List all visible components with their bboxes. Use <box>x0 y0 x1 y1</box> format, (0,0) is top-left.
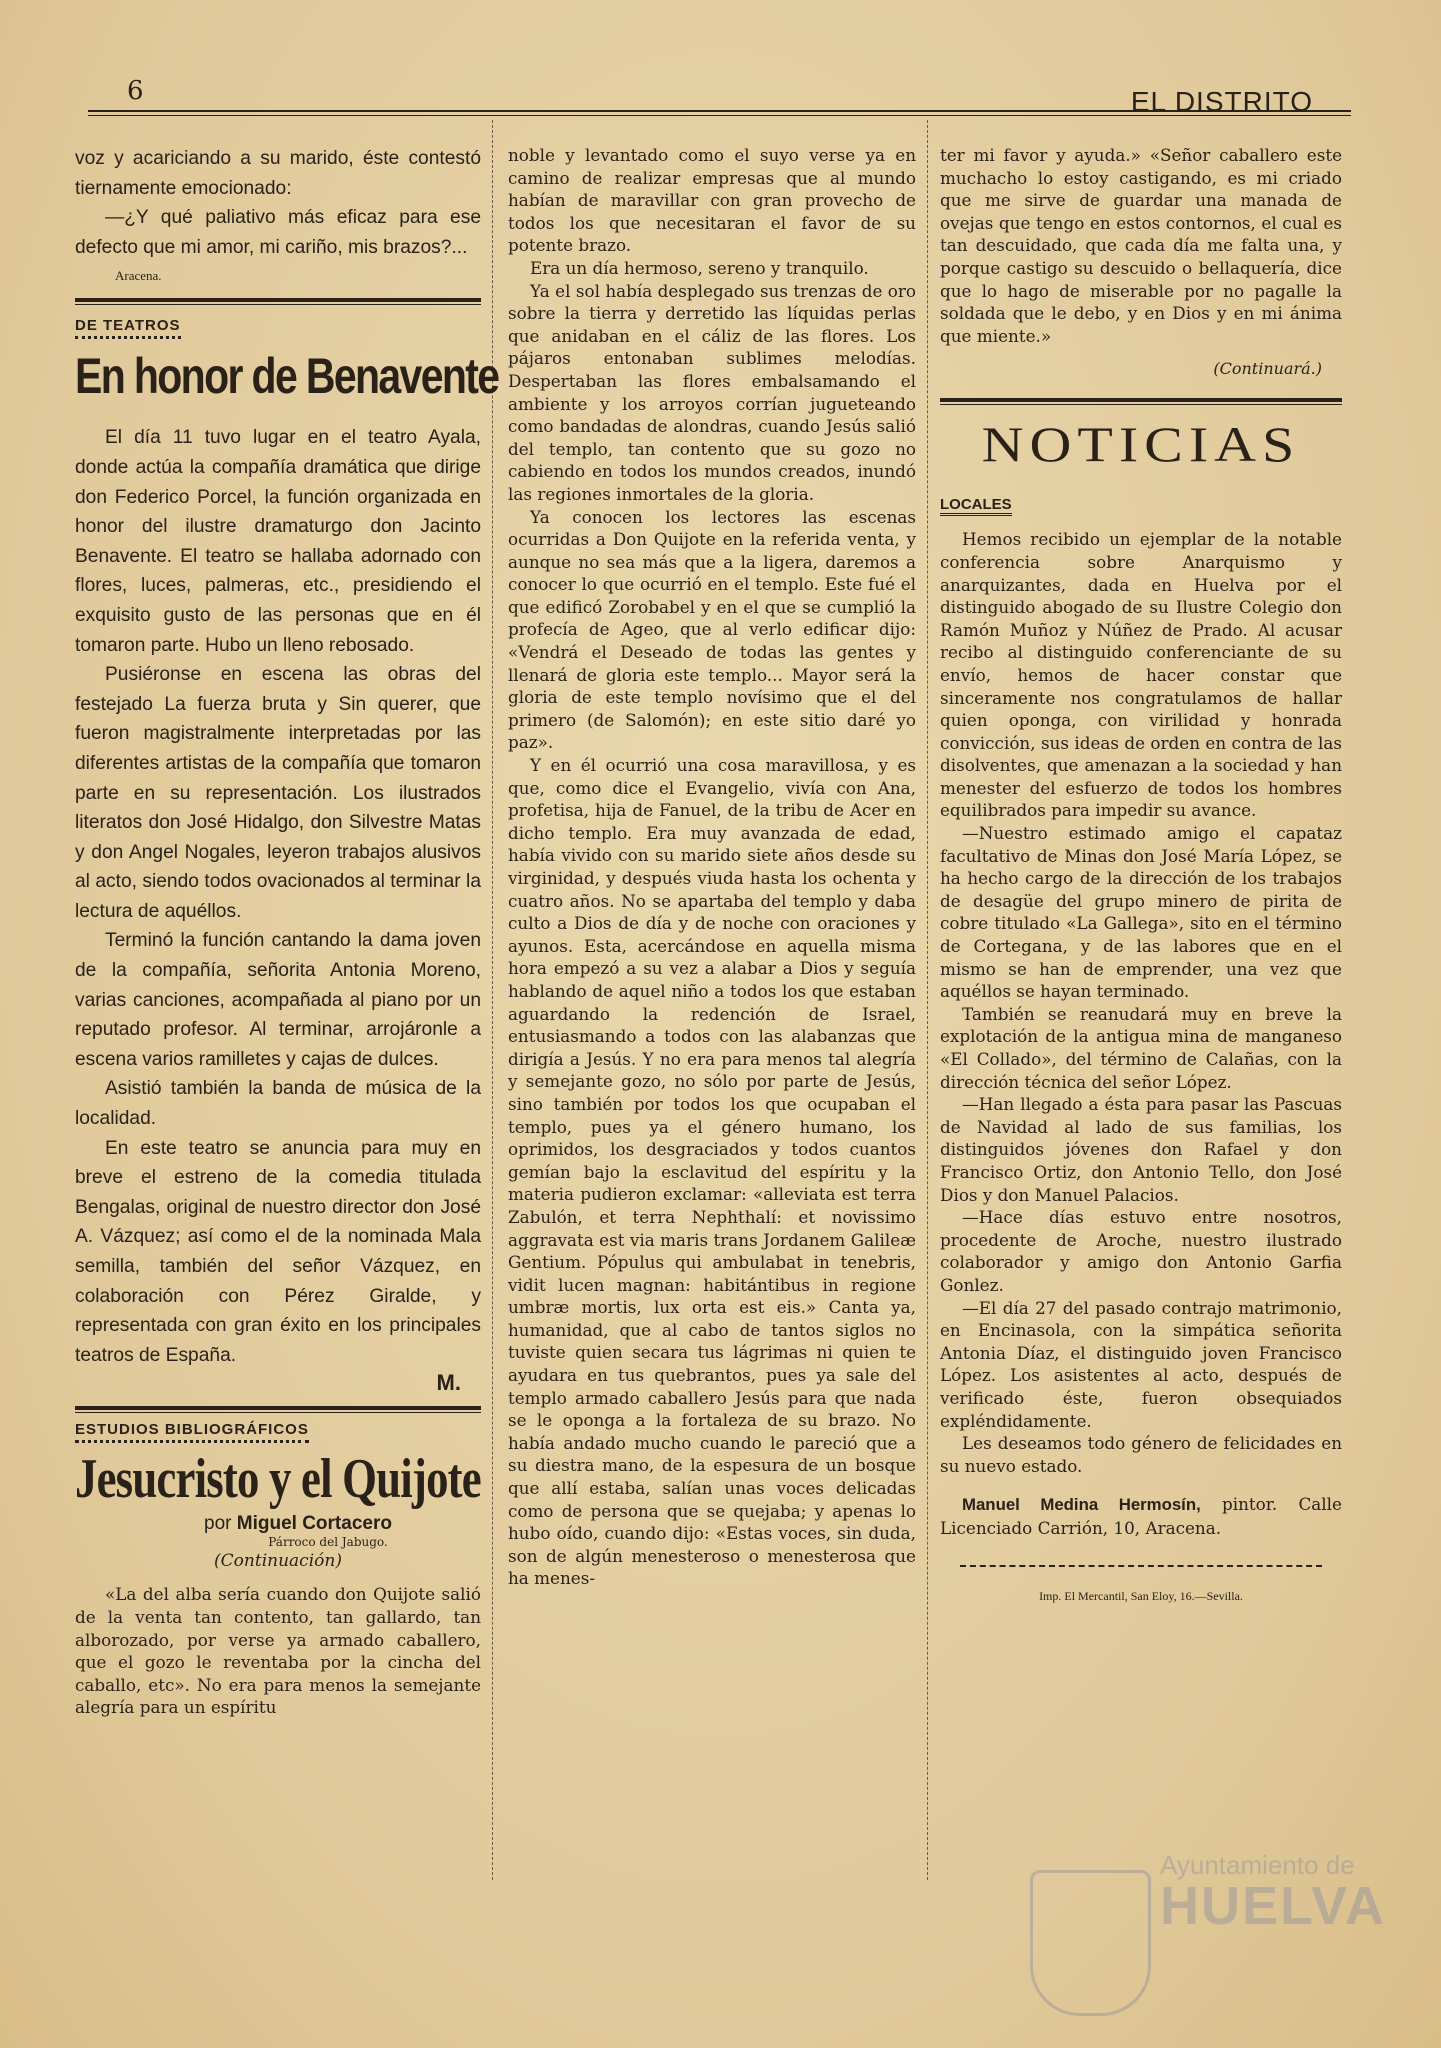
imprint: Imp. El Mercantil, San Eloy, 16.—Sevilla. <box>1039 1589 1243 1604</box>
article-paragraph: Ya el sol había desplegado sus trenzas de oro sobre la tierra y derretido las líquidas perlas que anidaban en el cáliz de las flores. Los pájaros entonaban sublimes melodías. Despertaban las flores embalsamando el ambiente y los arroyos corrían jugueteando como bandadas de alondras, cuando Jesús salió del templo, tan contento que su gozo no cabiendo en todos los mundos creados, inundó las regiones inmortales de la gloria. <box>508 280 916 504</box>
news-paragraph: —Nuestro estimado amigo el capataz facultativo de Minas don José María López, se ha hecho cargo de la dirección de los trabajos de desagüe del grupo minero de pirita de cobre titulado «La Gallega», sito en el término de Cortegana, y de las labores que en el mismo se han de emprender, una vez que aquéllos se hayan terminado. <box>940 823 1342 1002</box>
locales-label: LOCALES <box>940 496 1012 516</box>
news-paragraph: —El día 27 del pasado contrajo matrimonio, en Encinasola, con la simpática señorita Antonia Díaz, el distinguido joven Francisco López. Los asistentes al acto, después de verificado éste, fueron obsequiados expléndidamente. <box>940 1297 1342 1431</box>
news-paragraph: Hemos recibido un ejemplar de la notable conferencia sobre Anarquismo y anarquizantes, dada en Huelva por el distinguido abogado de su Ilustre Colegio don Ramón Muñoz y Núñez de Prado. Al acusar recibo al distinguido conferenciante de su envío, hemos de hacer constar que sinceramente nos congratulamos de hallar quien oponga, con virilidad y honrada convicción, sus ideas de orden en contra de las disolventes, que amenazan a la sociedad y han menester del esfuerzo de todos los hombres equilibrados para impedir su avance. <box>940 529 1342 821</box>
article-paragraph: Pusiéronse en escena las obras del festejado La fuerza bruta y Sin querer, que fueron magistralmente interpretadas por las diferentes artistas de la compañía que tomaron parte en su representación. Los ilustrados literatos don José Hidalgo, don Silvestre Matas y don Angel Nogales, leyeron trabajos alusivos al acto, siendo todos ovacionados al terminar la lectura de aquéllos. <box>75 664 481 922</box>
column-2 <box>508 144 916 1590</box>
continuara-label: (Continuará.) <box>1213 359 1322 379</box>
article-paragraph: Era un día hermoso, sereno y tranquilo. <box>530 257 869 278</box>
watermark <box>1030 1850 1386 1937</box>
column-3 <box>940 144 1342 1604</box>
news-paragraph: —Hace días estuvo entre nosotros, procedente de Aroche, nuestro ilustrado colaborador y amigo don Antonio Garfia Gonlez. <box>940 1207 1342 1295</box>
watermark-line1: Ayuntamiento de <box>1160 1850 1355 1880</box>
article-paragraph: Terminó la función cantando la dama joven de la compañía, señorita Antonia Moreno, varias canciones, acompañada al piano por un reputado profesor. Al terminar, arrojáronle a escena varios ramilletes y cajas de dulces. <box>75 930 481 1070</box>
article-paragraph: ter mi favor y ayuda.» «Señor caballero este muchacho lo estoy castigando, es mi criado que me sirve de guardar una manada de ovejas que tengo en estos contornos, el cual es tan descuidado, que cada día me falta una, y porque castigo su descuido o bellaquería, dice que lo hago de miserable por no pagalle la soldada que le debo, y en Dios y en mi ánima que miente.» <box>940 145 1342 346</box>
article-paragraph: noble y levantado como el suyo verse ya en camino de realizar empresas que al mundo habían de maravillar con gran provecho de todos los que necesitaran el favor de su potente brazo. <box>508 145 916 256</box>
news-paragraph: Les deseamos todo género de felicidades en su nuevo estado. <box>940 1433 1342 1476</box>
headline-quijote: Jesucristo y el Quijote <box>75 1448 481 1511</box>
intro-paragraph: voz y acariciando a su marido, éste contestó tiernamente emocionado: <box>75 148 481 199</box>
advertisement <box>940 1493 1342 1539</box>
watermark-line2: HUELVA <box>1160 1876 1386 1936</box>
article-paragraph: Ya conocen los lectores las escenas ocurridas a Don Quijote en la referida venta, y aunque no sea más que a la ligera, daremos a conocer lo que ocurrió en el templo. Este fué el que edificó Zorobabel y en el que se cumplió la profecía de Ageo, que al verlo edificar dijo: «Vendrá el Deseado de todas las gentes y llenará de gloria este templo... Mayor será la gloria de este templo novísimo que el del primero (de Salomón); en este sitio daré yo paz». <box>508 506 916 753</box>
ad-text: pintor. Calle Licenciado Carrión, 10, Aracena. <box>940 1494 1342 1538</box>
section-rule <box>940 398 1342 405</box>
header-rule <box>88 110 1351 112</box>
column-1 <box>75 144 499 1719</box>
section-rule <box>75 298 481 305</box>
section-label-teatros: DE TEATROS <box>75 317 181 339</box>
byline <box>115 1513 481 1535</box>
news-paragraph: También se reanudará muy en breve la explotación de la antigua mina de manganeso «El Collado», del término de Calañas, con la dirección técnica del señor López. <box>940 1003 1342 1092</box>
article-paragraph: «La del alba sería cuando don Quijote salió de la venta tan contento, tan gallardo, tan alborozado, por verse ya armado caballero, que el gozo le reventaba por la cincha del caballo, etc». No era para menos la semejante alegría para un espíritu <box>75 1584 481 1718</box>
separator-line <box>960 1565 1322 1567</box>
noticias-title: NOTICIAS <box>981 417 1301 473</box>
coat-of-arms-icon <box>1030 1870 1151 2016</box>
article-paragraph: Asistió también la banda de música de la localidad. <box>75 1078 481 1130</box>
ad-name: Manuel Medina Hermosín, <box>962 1495 1201 1515</box>
byline-prefix: por <box>204 1513 232 1535</box>
article-paragraph: Y en él ocurrió una cosa maravillosa, y es que, como dice el Evangelio, vivía con Ana, profetisa, hija de Fanuel, de la tribu de Acer en dicho templo. Era muy avanzada de edad, había vivido con su marido siete años desde su virginidad, y después viuda hasta los ochenta y cuatro años. No se apartaba del templo y daba culto a Dios de día y de noche con oraciones y ayunos. Esta, acercándose en aquella misma hora empezó a su vez a alabar a Dios y seguía hablando de aquel niño a todos los que estaban aguardando la redención de Israel, entusiasmando a todos con las alabanzas que dirigía a Jesús. Y no era para menos tal alegría y semejante gozo, no sólo por parte de Jesús, sino también por todos los que ocupaban el templo, pues ya el género humano, los oprimidos, los desgraciados y todos cuantos gemían bajo la esclavitud del espíritu y la materia pudieron exclamar: «alleviata est terra Zabulón, et terra Nephthalí: et novissimo aggravata est via maris trans Jordanem Galileæ Gentium. Pópulus qui ambulabat in tenebris, vidit lucen magnan: habitántibus in regione umbræ mortis, lux orta est eis.» Canta ya, humanidad, que al cabo de tantos siglos no tuviste quien secara tus lágrimas ni quien te ayudara en tus quebrantos, pues ya sale del templo armado caballero Jesús para que nada se le oponga a la fortaleza de su brazo. No había andado mucho cuando le pareció que a su diestra mano, de la espesura de un bosque que allí estaba, salían unas voces delicadas como de persona que se quejaba; y apenas lo hubo oído, cuando dijo: «Estas voces, sin duda, son de algún menesteroso o menesterosa que ha menes- <box>508 755 916 1589</box>
author-role: Párroco del Jabugo. <box>268 1535 388 1550</box>
continuation-label: (Continuación) <box>214 1551 342 1572</box>
section-label-estudios: ESTUDIOS BIBLIOGRÁFICOS <box>75 1421 309 1443</box>
page-number: 6 <box>127 76 144 106</box>
section-rule <box>75 1406 481 1413</box>
intro-paragraph: —¿Y qué paliativo más eficaz para ese defecto que mi amor, mi cariño, mis brazos?... <box>75 207 481 258</box>
header-rule-thin <box>88 115 1351 116</box>
news-paragraph: —Han llegado a ésta para pasar las Pascuas de Navidad al lado de sus familias, los distinguidos jóvenes don Rafael y don Francisco Ortiz, don Antonio Tello, don José Dios y don Manuel Palacios. <box>940 1094 1342 1205</box>
article-paragraph: El día 11 tuvo lugar en el teatro Ayala, donde actúa la compañía dramática que dirige don Federico Porcel, la función organizada en honor del ilustre dramaturgo don Jacinto Benavente. El teatro se hallaba adornado con flores, luces, palmeras, etc., presidiendo el exquisito gusto de las personas que en él tomaron parte. Hubo un lleno rebosado. <box>75 427 481 656</box>
column-divider <box>927 120 928 1880</box>
intro-signature: Aracena. <box>115 268 162 284</box>
article-signature: M. <box>436 1370 461 1396</box>
headline-benavente: En honor de Benavente <box>75 348 499 405</box>
newspaper-title: EL DISTRITO <box>1130 86 1313 117</box>
article-paragraph: En este teatro se anuncia para muy en breve el estreno de la comedia titulada Bengalas, original de nuestro director don José A. Vázquez; así como el de la nominada Mala semilla, también del señor Vázquez, en colaboración con Pérez Giralde, y representada con gran éxito en los principales teatros de España. <box>75 1137 481 1366</box>
author-name: Miguel Cortacero <box>236 1513 392 1535</box>
